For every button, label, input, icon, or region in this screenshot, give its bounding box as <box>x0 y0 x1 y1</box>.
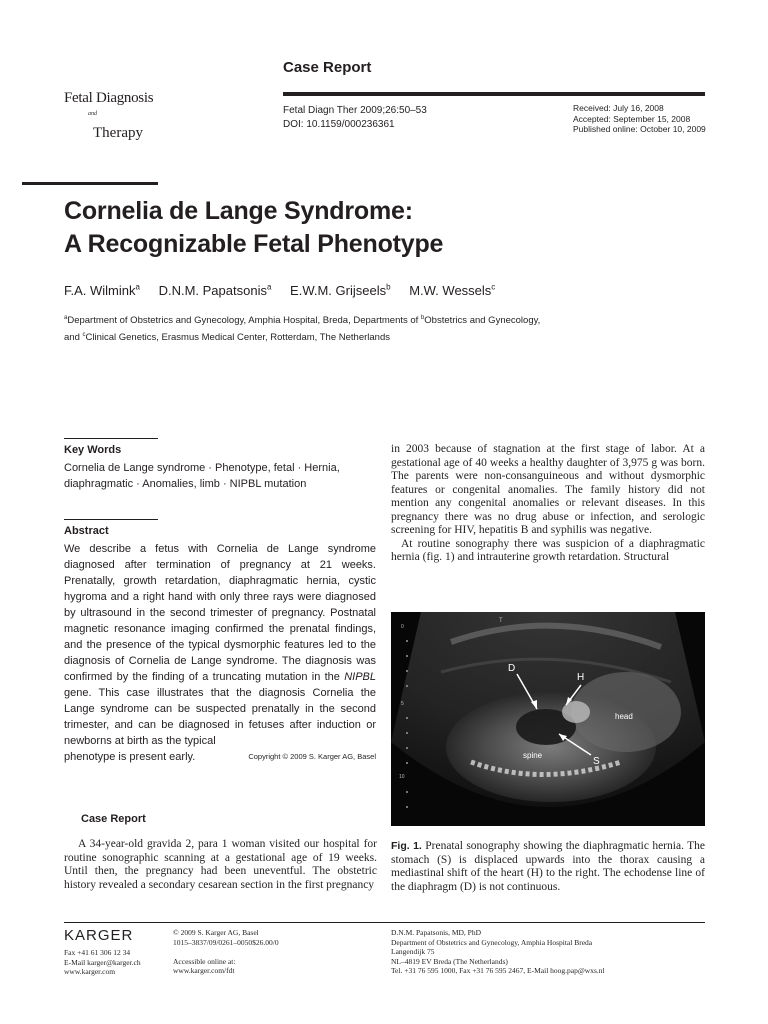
author: E.W.M. Grijseels$^b$ <box>290 283 391 299</box>
body-text-right <box>391 443 705 565</box>
depth-scale-10: 10 <box>399 774 405 780</box>
section-label: Case Report <box>283 59 372 76</box>
author-list <box>64 283 510 298</box>
label-diaphragm: D <box>508 663 516 674</box>
depth-scale-5: 5 <box>401 701 404 707</box>
caption-label: Fig. 1. <box>391 840 422 852</box>
title-line2: A Recognizable Fetal Phenotype <box>64 230 444 258</box>
ultrasound-figure <box>391 612 705 826</box>
case-report-text: A 34-year-old gravida 2, para 1 woman visited our hospital for routine sonographic scanning at a gestational age of 19 weeks. Until then, the pregnancy had been uneventful. The obstetric history revealed a secondary cesarean section in the first pregnancy <box>64 838 377 891</box>
case-report-heading: Case Report <box>81 813 146 825</box>
caption-text: Prenatal sonography showing the diaphragmatic hernia. The stomach (S) is displaced upwards into the thorax causing a mediastinal shift of the heart (H) to the right. The echodense line of the diaphragm (D) is not continuous. <box>391 840 706 893</box>
depth-scale-0: 0 <box>401 624 404 630</box>
abstract-heading: Abstract <box>64 525 109 537</box>
header-divider <box>283 92 705 96</box>
abstract-text: We describe a fetus with Cornelia de Lange syndrome diagnosed after termination of pregnancy at 21 weeks. Prenatally, growth retardation, diaphragmatic hernia, cystic hygroma and a right hand with only three rays were diagnosed by ultrasound in the second trimester of pregnancy. Postnatal magnetic resonance imaging confirmed the prenatal findings, and the presence of the typical dysmorphic features led to the diagnosis of Cornelia de Lange syndrome. The diagnosis was confirmed by the finding of a truncating mutation in the NIPBL gene. This case illustrates that the diagnosis Cornelia the Lange syndrome can be suspected prenatally in the second trimester, and can be diagnosed in fetuses after induction or newborns at birth as the typical phenotype is present early. Copyright © 2009 S. Karger AG, Basel <box>64 543 376 763</box>
accepted-date: Accepted: September 15, 2008 <box>573 113 691 124</box>
ultrasound-image <box>391 612 705 826</box>
published-date: Published online: October 10, 2009 <box>573 124 706 134</box>
journal-name-and: and <box>88 111 97 117</box>
publisher-email[interactable]: E-Mail karger@karger.ch <box>64 957 141 967</box>
footer-copyright: © 2009 S. Karger AG, Basel 1015–3837/09/0261–0050$26.00/0 Accessible online at: www.karger.com/fdt <box>173 928 279 975</box>
keywords-text: Cornelia de Lange syndrome · Phenotype, fetal · Hernia, diaphragmatic · Anomalies, limb · NIPBL mutation <box>64 462 340 490</box>
doi[interactable]: DOI: 10.1159/000236361 <box>283 119 395 130</box>
publisher-contact: Fax +41 61 306 12 34 E-Mail karger@karger.ch www.karger.com <box>64 948 141 976</box>
label-spine: spine <box>523 751 543 760</box>
keywords-rule <box>64 438 158 439</box>
keywords-heading: Key Words <box>64 444 122 456</box>
abstract-rule <box>64 519 158 520</box>
citation: Fetal Diagn Ther 2009;26:50–53 <box>283 105 427 116</box>
publication-dates <box>573 103 706 135</box>
journal-name-line2: Therapy <box>93 125 143 141</box>
paragraph: At routine sonography there was suspicion of a diaphragmatic hernia (fig. 1) and intrauterine growth retardation. Structural <box>391 537 705 563</box>
label-probe-marker: T <box>499 618 503 624</box>
correspondence-contact[interactable]: Tel. +31 76 595 1000, Fax +31 76 595 2467, E-Mail hoog.pap@wxs.nl <box>391 966 605 975</box>
author: M.W. Wessels$^c$ <box>409 283 496 299</box>
label-head: head <box>615 712 633 721</box>
paragraph: in 2003 because of stagnation at the first stage of labor. At a gestational age of 40 weeks a healthy daughter of 3,975 g was born. The parents were non-consanguineous and without dysmorphic features or congenital anomalies. The family history did not mention any congenital anomalies or relevant diseases. In this pregnancy there was no drug abuse or infection, and serologic screening for HIV, hepatitis B and syphilis was negative. <box>391 443 705 536</box>
label-heart: H <box>577 672 585 683</box>
footer-rule <box>64 922 705 923</box>
article-title <box>64 195 443 261</box>
affiliations: $^a$Department of Obstetrics and Gynecology, Amphia Hospital, Breda, Departments of $^b$Obstetrics and Gynecology, and $^c$Clinical Genetics, Erasmus Medical Center, Rotterdam, The Netherlands <box>64 315 541 344</box>
figure-caption <box>391 840 705 894</box>
title-line1: Cornelia de Lange Syndrome: <box>64 197 413 225</box>
received-date: Received: July 16, 2008 <box>573 103 664 113</box>
publisher-web[interactable]: www.karger.com <box>64 967 116 976</box>
author: F.A. Wilmink$^a$ <box>64 283 140 299</box>
title-rule <box>22 182 158 185</box>
author: D.N.M. Papatsonis$^a$ <box>158 283 272 299</box>
journal-logo <box>64 91 184 142</box>
abstract-copyright: Copyright © 2009 S. Karger AG, Basel <box>248 752 376 761</box>
label-stomach: S <box>593 756 600 767</box>
citation-block <box>283 104 427 132</box>
journal-url[interactable]: www.karger.com/fdt <box>173 966 235 975</box>
journal-name-line1: Fetal Diagnosis <box>64 90 154 106</box>
correspondence-address: D.N.M. Papatsonis, MD, PhD Department of Obstetrics and Gynecology, Amphia Hospital Breda Langendijk 75 NL–4819 EV Breda (The Netherlands) Tel. +31 76 595 1000, Fax +31 76 595 2467, E-Mail hoog.pap@wxs.nl <box>391 928 605 975</box>
publisher-logo: KARGER <box>64 927 134 944</box>
